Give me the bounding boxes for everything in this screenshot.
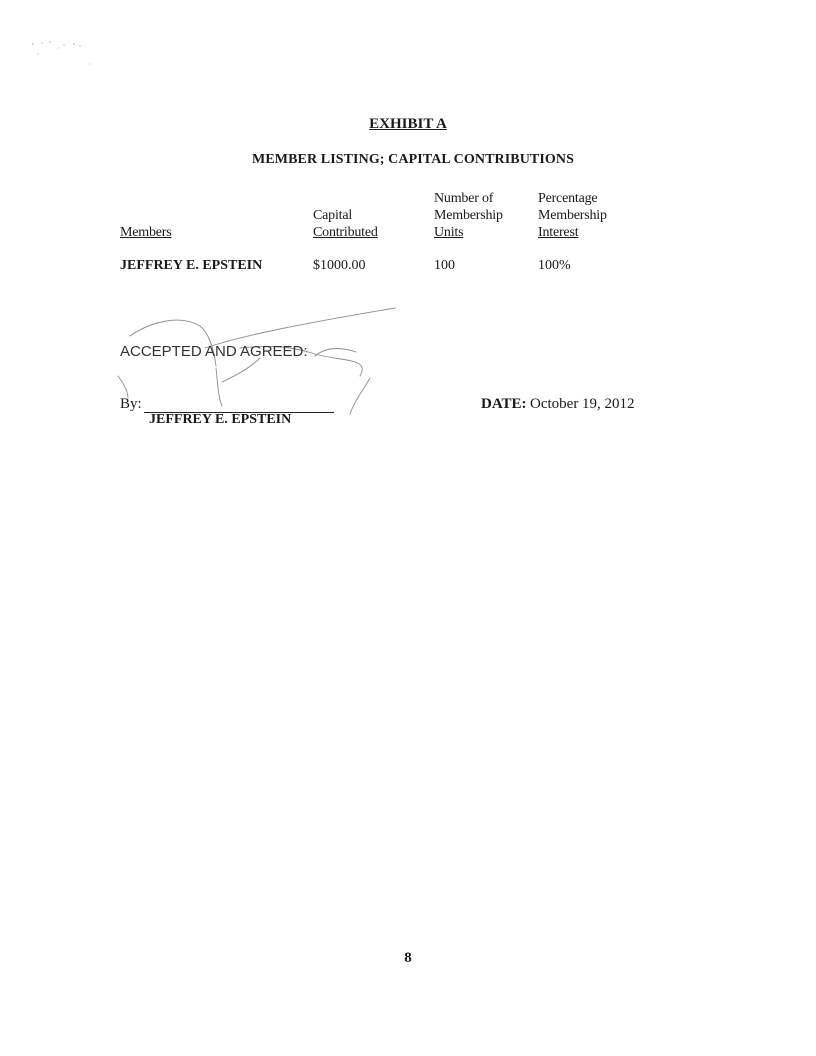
signer-name: JEFFREY E. EPSTEIN: [149, 412, 292, 427]
column-header-line: Units: [434, 225, 464, 240]
column-header-line: Capital: [313, 208, 353, 223]
column-header-line: Interest: [538, 225, 579, 240]
column-header-line: Membership: [434, 208, 503, 223]
column-header-line: Percentage: [538, 191, 598, 206]
capital-cell: $1000.00: [313, 258, 366, 273]
accepted-agreed-label: ACCEPTED AND AGREED:: [120, 343, 308, 360]
interest-cell: 100%: [538, 258, 571, 273]
exhibit-title: EXHIBIT A: [369, 116, 447, 132]
column-header-interest: [538, 190, 607, 241]
exhibit-subtitle: MEMBER LISTING; CAPITAL CONTRIBUTIONS: [252, 152, 574, 167]
scan-specks: [30, 36, 100, 76]
column-header-units: [434, 190, 503, 241]
column-header-line: Number of: [434, 191, 494, 206]
handwritten-signature: [110, 296, 410, 426]
units-cell: 100: [434, 258, 455, 273]
page-number: 8: [404, 950, 412, 966]
column-header-line: Members: [120, 225, 172, 240]
column-header-line: Membership: [538, 208, 607, 223]
date-value: October 19, 2012: [530, 396, 635, 412]
column-header-members: [120, 224, 171, 241]
column-header-capital: [313, 207, 378, 241]
member-name-cell: JEFFREY E. EPSTEIN: [120, 258, 263, 273]
by-label: By:: [120, 396, 142, 412]
column-header-line: Contributed: [313, 225, 378, 240]
date-label: DATE:: [481, 396, 527, 412]
